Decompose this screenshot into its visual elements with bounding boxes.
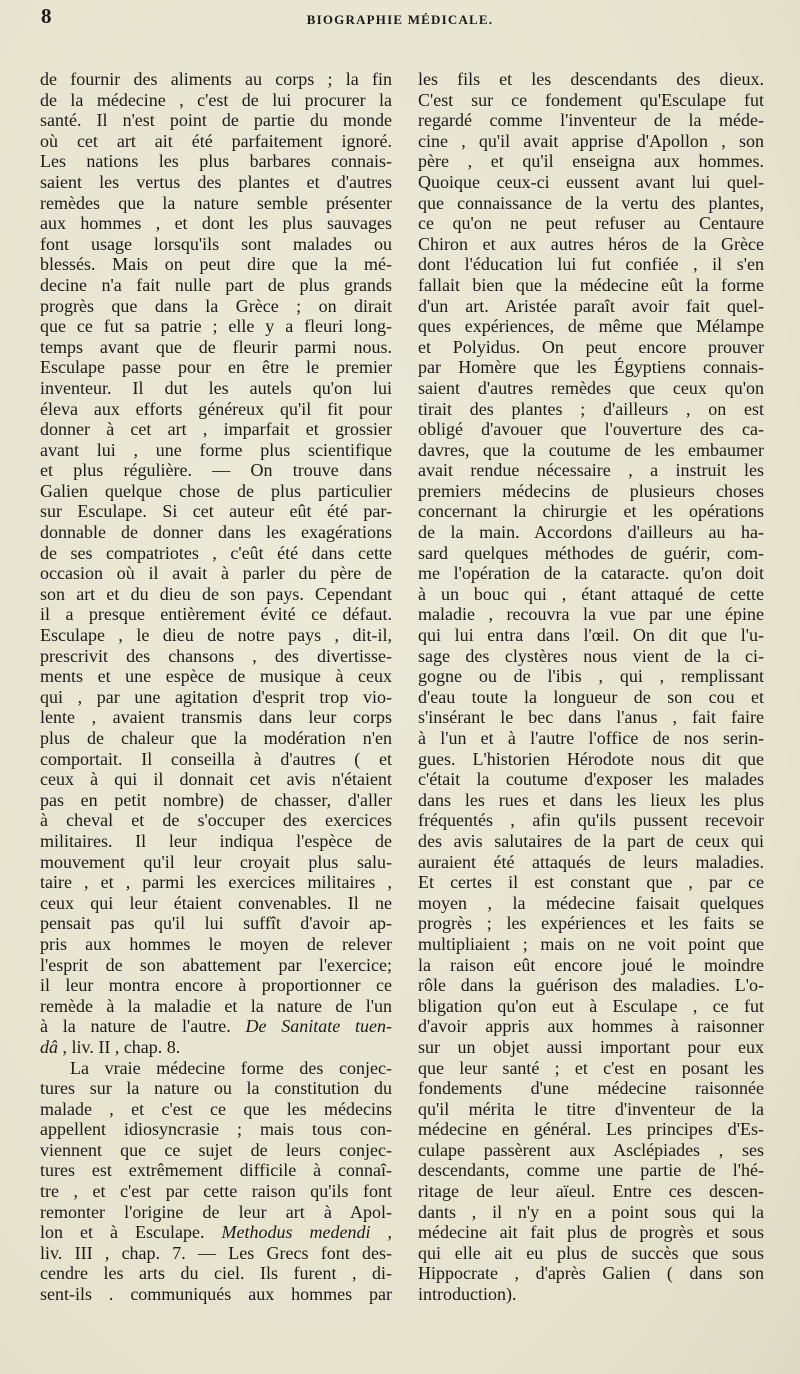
text-line: moyen , la médecine faisait quelques: [418, 892, 764, 913]
text-line: remède à la maladie et la nature de l'un: [40, 995, 392, 1016]
text-line: la raison eût encore joué le moindre: [418, 954, 764, 975]
text-line: tures est extrêmement difficile à connaî-: [40, 1160, 392, 1181]
left-text-column: [40, 69, 392, 1305]
text-line: [40, 1016, 392, 1037]
text-line: regardé comme l'inventeur de la méde-: [418, 110, 764, 131]
text-line: ments et une espèce de musique à ceux: [40, 666, 392, 687]
text-line: gues. L'historien Hérodote nous dit que: [418, 748, 764, 769]
text-line: qu'il mérita le titre d'inventeur de la: [418, 1098, 764, 1119]
text-line: occasion où il avait à parler du père de: [40, 563, 392, 584]
italic-citation: De Sanitate tuen-: [245, 1016, 392, 1037]
text-segment: , liv. II , chap. 8.: [58, 1036, 181, 1057]
text-line: Chiron et aux autres héros de la Grèce: [418, 233, 764, 254]
text-line: père , et qu'il enseigna aux hommes.: [418, 151, 764, 172]
text-line: concernant la chirurgie et les opérations: [418, 501, 764, 522]
text-line: où cet art ait été parfaitement ignoré.: [40, 130, 392, 151]
text-line: d'avoir appris aux hommes à raisonner: [418, 1016, 764, 1037]
text-line: les fils et les descendants des dieux.: [418, 69, 764, 89]
text-line: son art et du dieu de son pays. Cependant: [40, 583, 392, 604]
text-line: Hippocrate , d'après Galien ( dans son: [418, 1263, 764, 1284]
text-line: pris aux hommes le moyen de relever: [40, 933, 392, 954]
text-line: sent-ils . communiqués aux hommes par: [40, 1284, 392, 1305]
text-line: qui , par une agitation d'esprit trop vio-: [40, 686, 392, 707]
text-line: font usage lorsqu'ils sont malades ou: [40, 233, 392, 254]
text-line: à cheval et de s'occuper des exercices: [40, 810, 392, 831]
text-line: fallait bien que la médecine eût la forme: [418, 274, 764, 295]
text-line: prescrivit des chansons , des divertisse-: [40, 645, 392, 666]
text-line: sur Esculape. Si cet auteur eût été par-: [40, 501, 392, 522]
text-line: blessés. Mais on peut dire que la mé-: [40, 254, 392, 275]
text-line: multipliaient ; mais on ne voit point que: [418, 933, 764, 954]
text-line: pensait pas qu'il lui suffît d'avoir ap-: [40, 913, 392, 934]
text-line: premiers médecins de plusieurs choses: [418, 480, 764, 501]
text-line: remonter l'origine de leur art à Apol-: [40, 1201, 392, 1222]
text-line: saient les vertus des plantes et d'autres: [40, 171, 392, 192]
text-line: cendre les arts du ciel. Ils furent , di-: [40, 1263, 392, 1284]
text-line: descendants, comme une partie de l'hé-: [418, 1160, 764, 1181]
text-line: auraient été attaqués de leurs maladies.: [418, 851, 764, 872]
text-line: c'était la coutume d'exposer les malades: [418, 769, 764, 790]
text-line: de la médecine , c'est de lui procurer la: [40, 89, 392, 110]
text-line: introduction).: [418, 1284, 517, 1305]
text-line: lente , avaient transmis dans leur corps: [40, 707, 392, 728]
text-line: progrès que dans la Grèce ; on dirait: [40, 295, 392, 316]
text-line: que leur santé ; et c'est en posant les: [418, 1057, 764, 1078]
text-line: de ses compatriotes , c'eût été dans cette: [40, 542, 392, 563]
text-line: taire , et , parmi les exercices militaires ,: [40, 872, 392, 893]
text-line: Et certes il est constant que , par ce: [418, 872, 764, 893]
text-line: militaires. Il leur indiqua l'espèce de: [40, 830, 392, 851]
text-line: dans les rues et dans les lieux les plus: [418, 789, 764, 810]
text-line: Esculape passe pour en être le premier: [40, 357, 392, 378]
text-line: Quoique ceux-ci eussent avant lui quel-: [418, 171, 764, 192]
text-line: tures sur la nature ou la constitution du: [40, 1078, 392, 1099]
text-line: ceux qui leur étaient convenables. Il ne: [40, 892, 392, 913]
italic-citation: dâ: [40, 1036, 58, 1057]
text-line: dants , il n'y en a point sous qui la: [418, 1201, 764, 1222]
text-line: ques expériences, de même que Mélampe: [418, 316, 764, 337]
text-line: maladie , recouvra la vue par une épine: [418, 604, 764, 625]
text-line: liv. III , chap. 7. — Les Grecs font des-: [40, 1242, 392, 1263]
text-line: inventeur. Il dut les autels qu'on lui: [40, 377, 392, 398]
text-line: [40, 1222, 392, 1243]
text-line: obligé d'avouer que l'ouverture des ca-: [418, 419, 764, 440]
text-line: davres, que la coutume de les embaumer: [418, 439, 764, 460]
page-number: 8: [41, 4, 52, 28]
text-line: me l'opération de la cataracte. qu'on doit: [418, 563, 764, 584]
text-line: qui lui entra dans l'œil. On dit que l'u-: [418, 625, 764, 646]
text-line: progrès ; les expériences et les faits se: [418, 913, 764, 934]
text-line: tirait des plantes ; d'ailleurs , on est: [418, 398, 764, 419]
text-line: médecine en général. Les principes d'Es-: [418, 1119, 764, 1140]
text-line: et plus régulière. — On trouve dans: [40, 460, 392, 481]
text-line: [40, 1037, 392, 1058]
text-line: avant lui , une forme plus scientifique: [40, 439, 392, 460]
text-line: saient d'autres remèdes que ceux qu'on: [418, 377, 764, 398]
text-line: dont l'éducation lui fut confiée , il s'en: [418, 254, 764, 275]
text-segment: à la nature de l'autre.: [40, 1016, 246, 1037]
text-line: des avis salutaires de la part de ceux qui: [418, 830, 764, 851]
text-line: fréquentés , afin qu'ils pussent recevoir: [418, 810, 764, 831]
text-line: rôle dans la guérison des maladies. L'o-: [418, 975, 764, 996]
text-line: avait rendue nécessaire , a instruit les: [418, 460, 764, 481]
text-line: plus de chaleur que la modération n'en: [40, 728, 392, 748]
text-segment: lon et à Esculape.: [40, 1222, 222, 1243]
text-line: éleva aux efforts généreux qu'il fit pour: [40, 398, 392, 419]
italic-citation: Methodus medendi: [221, 1222, 371, 1243]
text-line: Esculape , le dieu de notre pays , dit-il,: [40, 625, 392, 646]
text-line: Les nations les plus barbares connais-: [40, 151, 392, 172]
text-line: viennent que ce sujet de leurs conjec-: [40, 1139, 392, 1160]
text-line: fondements d'une médecine raisonnée: [418, 1078, 764, 1099]
text-line: decine n'a fait nulle part de plus grands: [40, 274, 392, 295]
text-line: Galien quelque chose de plus particulier: [40, 480, 392, 501]
text-line: aux hommes , et dont les plus sauvages: [40, 213, 392, 234]
text-line: à un bouc qui , étant attaqué de cette: [418, 583, 764, 604]
text-line: sur un objet aussi important pour eux: [418, 1036, 764, 1057]
text-line: l'esprit de son abattement par l'exercice;: [40, 954, 392, 975]
text-line: que ce fut sa patrie ; elle y a fleuri long-: [40, 316, 392, 337]
text-line: cine , qu'il avait apprise d'Apollon , son: [418, 130, 764, 151]
text-line: par Homère que les Égyptiens connais-: [418, 357, 764, 378]
text-line: santé. Il n'est point de partie du monde: [40, 110, 392, 131]
text-line: d'un art. Aristée paraît avoir fait quel-: [418, 295, 764, 316]
running-title: BIOGRAPHIE MÉDICALE.: [306, 12, 494, 27]
text-line: il leur montra encore à proportionner ce: [40, 975, 392, 996]
text-line: il a presque entièrement évité ce défaut.: [40, 604, 392, 625]
text-line: La vraie médecine forme des conjec-: [70, 1057, 392, 1078]
text-line: gogne ou de l'ibis , qui , remplissant: [418, 666, 764, 687]
text-line: culape passèrent aux Asclépiades , ses: [418, 1139, 764, 1160]
text-line: comportait. Il conseilla à d'autres ( et: [40, 748, 392, 769]
text-line: que connaissance de la vertu des plantes,: [418, 192, 764, 213]
text-line: malade , et c'est ce que les médecins: [40, 1098, 392, 1119]
text-line: s'insérant le bec dans l'anus , fait faire: [418, 707, 764, 728]
text-line: appellent idiosyncrasie ; mais tous con-: [40, 1119, 392, 1140]
text-line: tre , et c'est par cette raison qu'ils font: [40, 1181, 392, 1202]
text-line: de la main. Accordons d'ailleurs au ha-: [418, 522, 764, 543]
text-line: et Polyidus. On peut encore prouver: [418, 336, 764, 357]
text-line: ceux à qui il donnait cet avis n'étaient: [40, 769, 392, 790]
text-line: remèdes que la nature semble présenter: [40, 192, 392, 213]
text-line: mouvement qu'il leur croyait plus salu-: [40, 851, 392, 872]
right-text-column: [418, 69, 764, 1305]
text-line: qui elle ait eu plus de succès que sous: [418, 1242, 764, 1263]
text-line: de fournir des aliments au corps ; la fin: [40, 69, 392, 89]
text-line: donnable de donner dans les exagérations: [40, 522, 392, 543]
text-line: sage des clystères nous vient de la ci-: [418, 645, 764, 666]
text-line: ritage de leur aïeul. Entre ces descen-: [418, 1181, 764, 1202]
text-line: bligation qu'on eut à Esculape , ce fut: [418, 995, 764, 1016]
text-segment: ,: [370, 1222, 393, 1243]
text-line: médecine ait fait plus de progrès et sous: [418, 1222, 764, 1243]
text-line: pas en petit nombre) de chasser, d'aller: [40, 789, 392, 810]
text-line: d'eau toute la longueur de son cou et: [418, 686, 764, 707]
text-line: temps avant que de fleurir parmi nous.: [40, 336, 392, 357]
text-line: à l'un et à l'autre l'office de nos serin-: [418, 728, 764, 748]
text-line: sard quelques méthodes de guérir, com-: [418, 542, 764, 563]
text-line: C'est sur ce fondement qu'Esculape fut: [418, 89, 764, 110]
text-line: ce qu'on ne peut refuser au Centaure: [418, 213, 764, 234]
text-line: donner à cet art , imparfait et grossier: [40, 419, 392, 440]
